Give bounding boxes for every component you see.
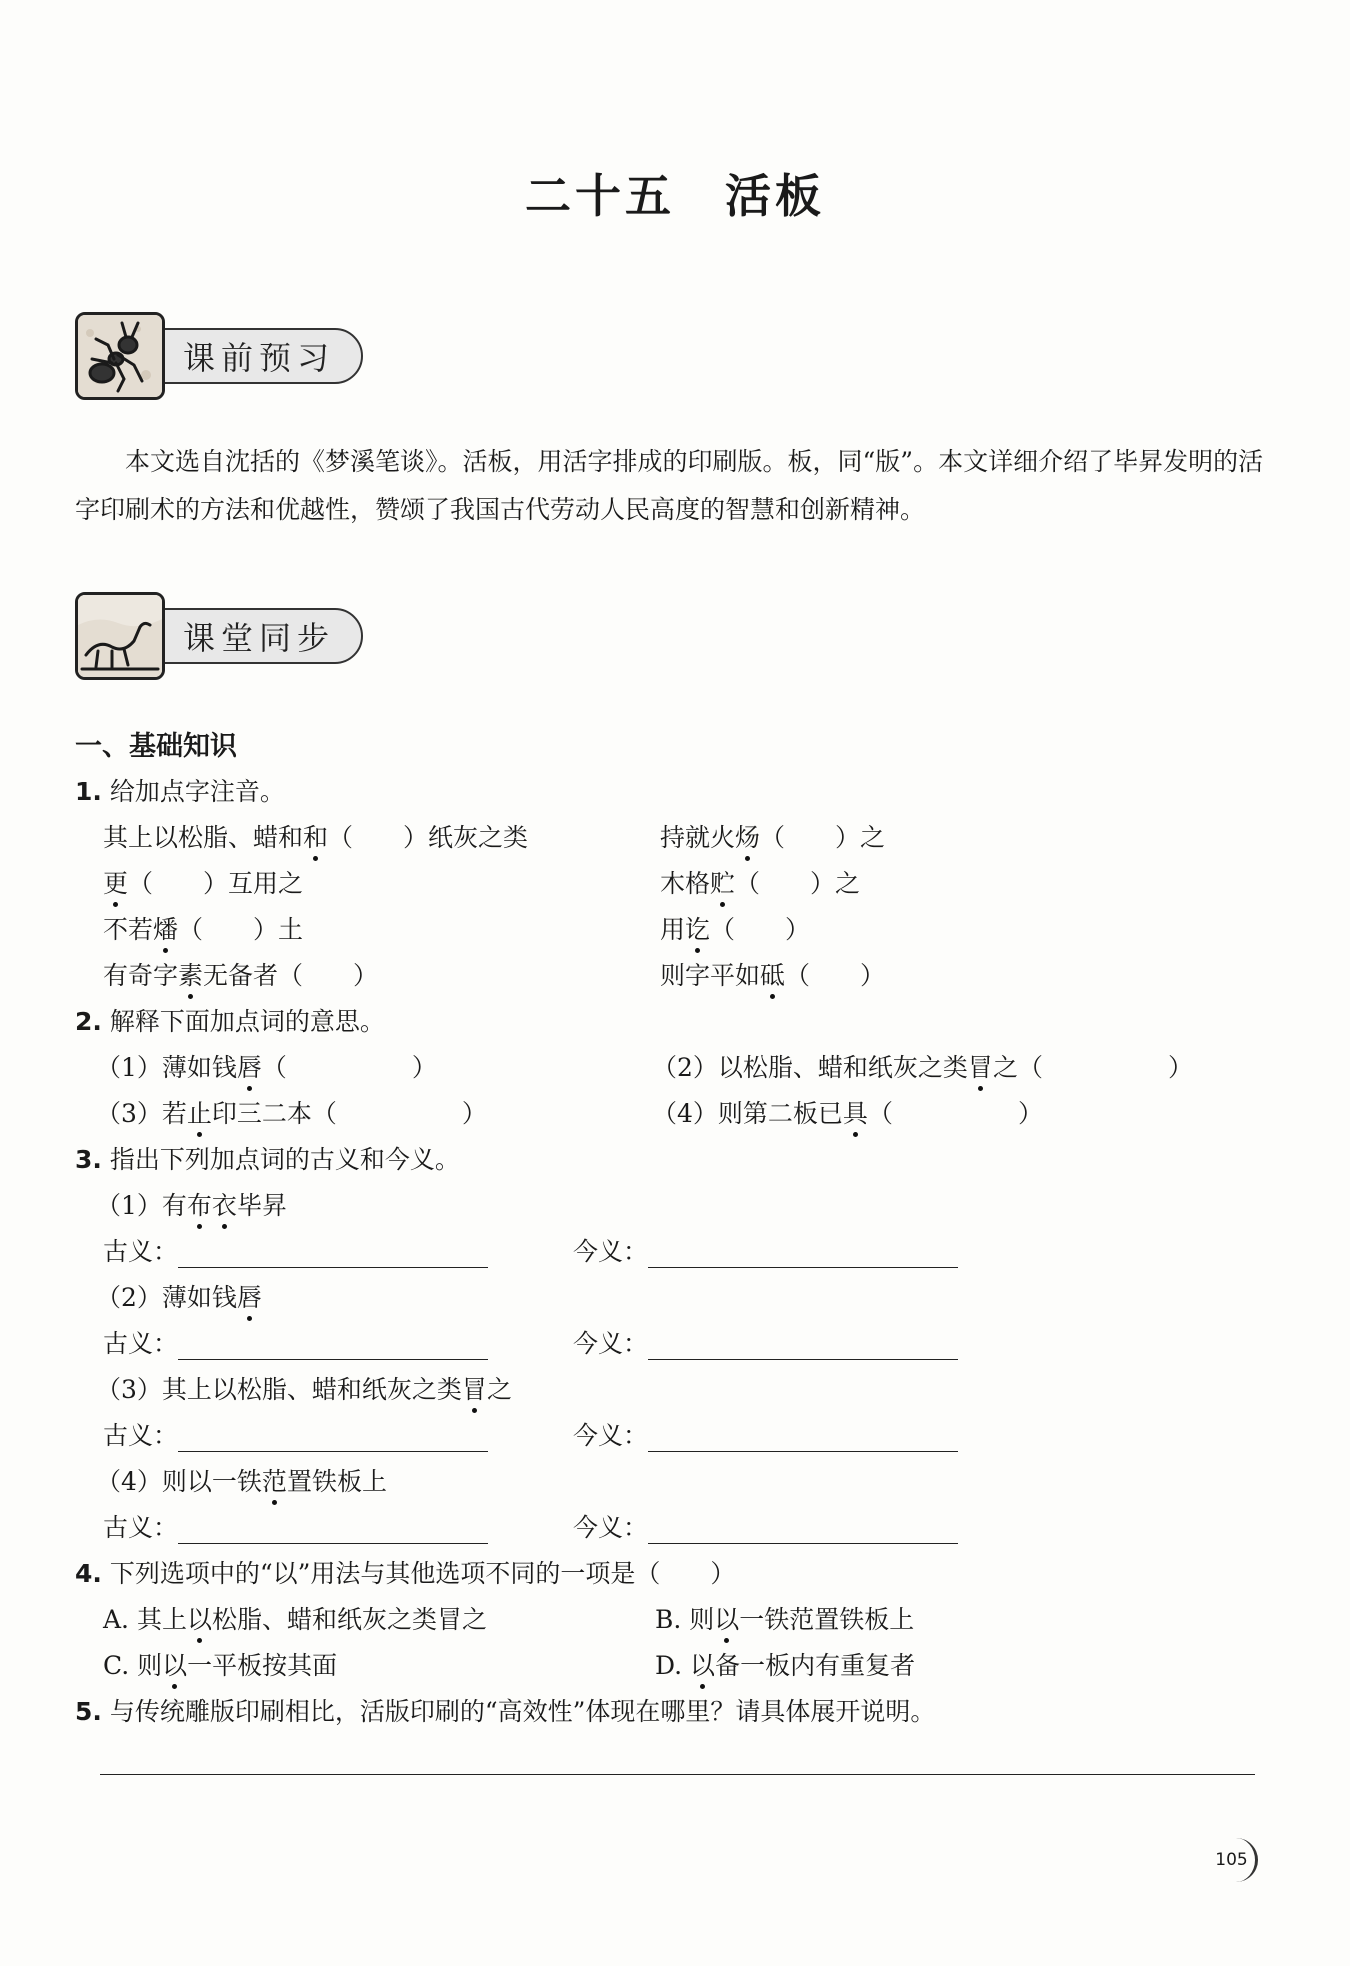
pinyin-item [103,956,378,992]
item-text: （1）薄如钱 [96,1053,237,1082]
option-b[interactable] [655,1600,914,1636]
dotted-char: 更 [103,864,128,900]
item-text: （3）其上以松脂、蜡和纸灰之类 [96,1375,462,1404]
modern-label: 今义： [573,1421,649,1450]
item-text: （ ）之 [760,823,886,852]
answer-row [573,1232,958,1268]
ant-illustration-icon [75,312,165,400]
question-stem: 与传统雕版印刷相比，活版印刷的“高效性”体现在哪里？请具体展开说明。 [109,1697,936,1726]
question-number: 5. [75,1697,102,1726]
option-text: 备一板内有重复者 [715,1651,916,1680]
question-stem: 指出下列加点词的古义和今义。 [109,1145,460,1174]
meaning-item [96,1094,487,1130]
dinosaur-illustration-icon [75,592,165,680]
item-text: 之 [486,1375,512,1404]
dotted-char: 和 [303,818,328,854]
pinyin-item [660,818,885,854]
item-text: （ ）之 [735,869,861,898]
question-stem: 解释下面加点词的意思。 [109,1007,385,1036]
ancient-answer-blank[interactable] [178,1520,488,1544]
item-text: （ ）互用之 [128,869,304,898]
ancient-answer-blank[interactable] [178,1428,488,1452]
word-meaning-item [96,1462,387,1498]
question-5 [75,1692,935,1728]
item-text: 之（ ） [992,1053,1193,1082]
item-text: （ ） [261,1053,437,1082]
dotted-char: 衣 [212,1186,237,1222]
item-text: 置铁板上 [286,1467,387,1496]
answer-row [573,1416,958,1452]
question-number: 2. [75,1007,102,1036]
meaning-item [96,1048,437,1084]
option-text: A. 其上 [103,1605,187,1634]
section-heading-basic: 一、基础知识 [75,731,237,762]
dotted-char: 炀 [735,818,760,854]
ancient-label: 古义： [103,1329,179,1358]
pinyin-item [660,910,810,946]
q5-answer-line[interactable] [100,1774,1255,1775]
question-3 [75,1140,460,1176]
dotted-char: 讫 [685,910,710,946]
answer-row [103,1508,488,1544]
class-banner-label: 课堂同步 [147,608,363,664]
item-text: 用 [660,915,686,944]
word-meaning-item [96,1370,512,1406]
dotted-char: 以 [187,1600,212,1636]
dotted-char: 素 [178,956,203,992]
ancient-label: 古义： [103,1237,179,1266]
pinyin-item [103,818,528,854]
option-text: 一平板按其面 [187,1651,338,1680]
answer-row [573,1324,958,1360]
option-c[interactable] [103,1646,337,1682]
answer-row [573,1508,958,1544]
modern-answer-blank[interactable] [648,1520,958,1544]
option-d[interactable] [655,1646,915,1682]
dotted-char: 以 [714,1600,739,1636]
word-meaning-item [96,1186,287,1222]
modern-label: 今义： [573,1237,649,1266]
item-text: （ ）纸灰之类 [328,823,529,852]
dotted-char: 燔 [153,910,178,946]
dotted-char: 砥 [760,956,785,992]
option-text: 松脂、蜡和纸灰之类冒之 [211,1605,487,1634]
dotted-char: 范 [262,1462,287,1498]
option-text: D. [655,1651,691,1680]
question-number: 1. [75,777,102,806]
option-text: C. 则 [103,1651,163,1680]
ancient-label: 古义： [103,1513,179,1542]
dotted-char: 冒 [462,1370,487,1406]
item-text: 木格 [660,869,711,898]
item-text: （2）以松脂、蜡和纸灰之类 [652,1053,968,1082]
item-text: （ ） [710,915,811,944]
lesson-title: 二十五 活板 [525,169,825,223]
question-2 [75,1002,385,1038]
item-text: （ ） [867,1099,1043,1128]
item-text: （1）有 [96,1191,187,1220]
dotted-char: 以 [690,1646,715,1682]
class-banner [75,592,363,680]
question-number: 4. [75,1559,102,1588]
question-4 [75,1554,735,1590]
dotted-char: 唇 [237,1048,262,1084]
modern-answer-blank[interactable] [648,1336,958,1360]
meaning-item [652,1048,1193,1084]
pinyin-item [660,956,885,992]
modern-label: 今义： [573,1513,649,1542]
item-text: 则字平如 [660,961,761,990]
dotted-char: 布 [187,1186,212,1222]
dotted-char: 贮 [710,864,735,900]
page-number: 105 [1208,1838,1258,1882]
dotted-char: 具 [843,1094,868,1130]
item-text: （2）薄如钱 [96,1283,237,1312]
question-stem: 下列选项中的“以”用法与其他选项不同的一项是（ ） [109,1559,736,1588]
answer-row [103,1416,488,1452]
modern-label: 今义： [573,1329,649,1358]
dotted-char: 止 [187,1094,212,1130]
item-text: （3）若 [96,1099,187,1128]
preview-banner-label: 课前预习 [147,328,363,384]
question-1 [75,772,285,808]
item-text: （4）则第二板已 [652,1099,843,1128]
item-text: 其上以松脂、蜡和 [103,823,304,852]
option-a[interactable] [103,1600,487,1636]
intro-paragraph [75,438,1265,534]
dotted-char: 以 [162,1646,187,1682]
intro-text: 本文选自沈括的《梦溪笔谈》。活板，用活字排成的印刷版。板，同“版”。本文详细介绍了毕昇发明的活字印刷术的方法和优越性，赞颂了我国古代劳动人民高度的智慧和创新精神。 [75,447,1264,524]
ancient-answer-blank[interactable] [178,1336,488,1360]
item-text: 印三二本（ ） [211,1099,487,1128]
item-text: （4）则以一铁 [96,1467,262,1496]
answer-row [103,1232,488,1268]
item-text: 持就火 [660,823,736,852]
dotted-char: 唇 [237,1278,262,1314]
pinyin-item [103,864,303,900]
modern-answer-blank[interactable] [648,1244,958,1268]
ancient-answer-blank[interactable] [178,1244,488,1268]
item-text: （ ） [785,961,886,990]
question-number: 3. [75,1145,102,1174]
item-text: 有奇字 [103,961,179,990]
item-text: 不若 [103,915,154,944]
meaning-item [652,1094,1043,1130]
item-text: 无备者（ ） [203,961,379,990]
dotted-char: 冒 [968,1048,993,1084]
word-meaning-item [96,1278,262,1314]
pinyin-item [660,864,860,900]
modern-answer-blank[interactable] [648,1428,958,1452]
question-stem: 给加点字注音。 [109,777,285,806]
answer-row [103,1324,488,1360]
option-text: 一铁范置铁板上 [739,1605,915,1634]
pinyin-item [103,910,303,946]
option-text: B. 则 [655,1605,715,1634]
preview-banner [75,312,363,400]
item-text: 毕昇 [236,1191,287,1220]
ancient-label: 古义： [103,1421,179,1450]
item-text: （ ）土 [178,915,304,944]
